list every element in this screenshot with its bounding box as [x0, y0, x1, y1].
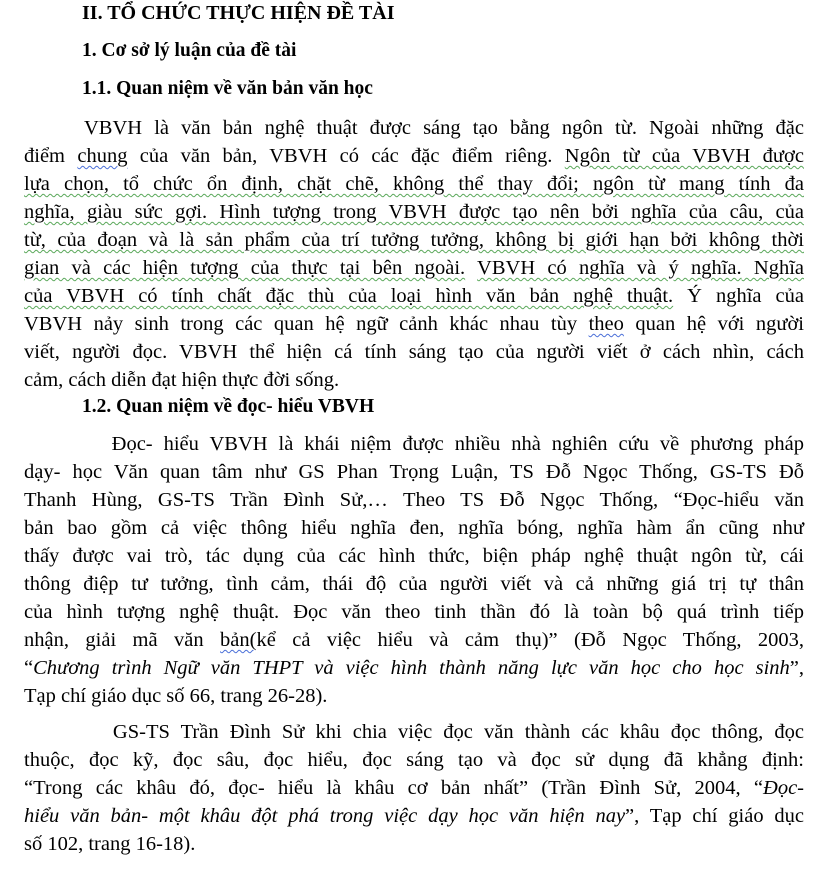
- p1-line-7: của VBVH có tính chất đặc thù của loại hình văn bản nghệ thuật. Ý nghĩa của: [24, 285, 804, 307]
- p2-line-6: thông điệp tư tưởng, tình cảm, thái độ của người viết và cả những giá trị tự thân: [24, 573, 804, 595]
- p3-line-2: thuộc, đọc kỹ, đọc sâu, đọc hiểu, đọc sáng tạo và đọc sử dụng đã khẳng định:: [24, 749, 804, 771]
- p2-line-2: dạy- học Văn quan tâm như GS Phan Trọng Luận, TS Đỗ Ngọc Thống, GS-TS Đỗ: [24, 461, 804, 483]
- p1-line-10: cảm, cách diễn đạt hiện thực đời sống.: [24, 369, 340, 391]
- p1-line-2: điểm chung của văn bản, VBVH có các đặc điểm riêng. Ngôn từ của VBVH được: [24, 145, 804, 167]
- subsection-title-1-1: 1.1. Quan niệm về văn bản văn học: [82, 78, 373, 99]
- p2-line-7: của hình tượng nghệ thuật. Đọc văn theo tinh thần đó là toàn bộ quá trình tiếp: [24, 601, 804, 623]
- p1-line-4: nghĩa, giàu sức gợi. Hình tượng trong VBVH được tạo nên bởi nghĩa của câu, của: [24, 201, 804, 223]
- subsection-title-1-2: 1.2. Quan niệm về đọc- hiểu VBVH: [82, 396, 375, 417]
- p1-line-3: lựa chọn, tổ chức ổn định, chặt chẽ, không thể thay đổi; ngôn từ mang tính đa: [24, 173, 804, 195]
- p3-line-1: GS-TS Trần Đình Sử khi chia việc đọc văn thành các khâu đọc thông, đọc: [24, 721, 804, 743]
- p3-line-5: số 102, trang 16-18).: [24, 833, 196, 855]
- p1-line-5: từ, của đoạn và là sản phẩm của trí tưởng tưởng, không bị giới hạn bởi không thời: [24, 229, 804, 251]
- p3-line-3: “Trong các khâu đó, đọc- hiểu là khâu cơ bản nhất” (Trần Đình Sử, 2004, “Đọc-: [24, 777, 804, 799]
- p2-line-3: Thanh Hùng, GS-TS Trần Đình Sử,… Theo TS Đỗ Ngọc Thống, “Đọc-hiểu văn: [24, 489, 804, 511]
- p2-line-10: Tạp chí giáo dục số 66, trang 26-28).: [24, 685, 328, 707]
- p2-line-4: bản bao gồm cả việc thông hiểu nghĩa đen, nghĩa bóng, nghĩa hàm ẩn cũng như: [24, 517, 804, 539]
- p2-line-8: nhận, giải mã văn bản(kể cả việc hiểu và cảm thụ)” (Đỗ Ngọc Thống, 2003,: [24, 629, 804, 651]
- p2-line-9: “Chương trình Ngữ văn THPT và việc hình thành năng lực văn học cho học sinh”,: [24, 657, 804, 679]
- p1-line-8: VBVH nảy sinh trong các quan hệ ngữ cảnh khác nhau tùy theo quan hệ với người: [24, 313, 804, 335]
- p2-line-5: thấy được vai trò, tác dụng của các hình thức, biện pháp nghệ thuật ngôn từ, cái: [24, 545, 804, 567]
- p3-line-4: hiểu văn bản- một khâu đột phá trong việc dạy học văn hiện nay”, Tạp chí giáo dục: [24, 805, 804, 827]
- subsection-title-1: 1. Cơ sở lý luận của đề tài: [82, 40, 297, 61]
- p1-line-1: VBVH là văn bản nghệ thuật được sáng tạo bằng ngôn từ. Ngoài những đặc: [84, 117, 804, 139]
- section-title: II. TỔ CHỨC THỰC HIỆN ĐỀ TÀI: [82, 2, 395, 24]
- p1-line-9: viết, người đọc. VBVH thể hiện cá tính sáng tạo của người viết ở cách nhìn, cách: [24, 341, 804, 363]
- p1-line-6: gian và các hiện tượng của thực tại bên ngoài. VBVH có nghĩa và ý nghĩa. Nghĩa: [24, 257, 804, 279]
- p2-line-1: Đọc- hiểu VBVH là khái niệm được nhiều nhà nghiên cứu về phương pháp: [24, 433, 804, 455]
